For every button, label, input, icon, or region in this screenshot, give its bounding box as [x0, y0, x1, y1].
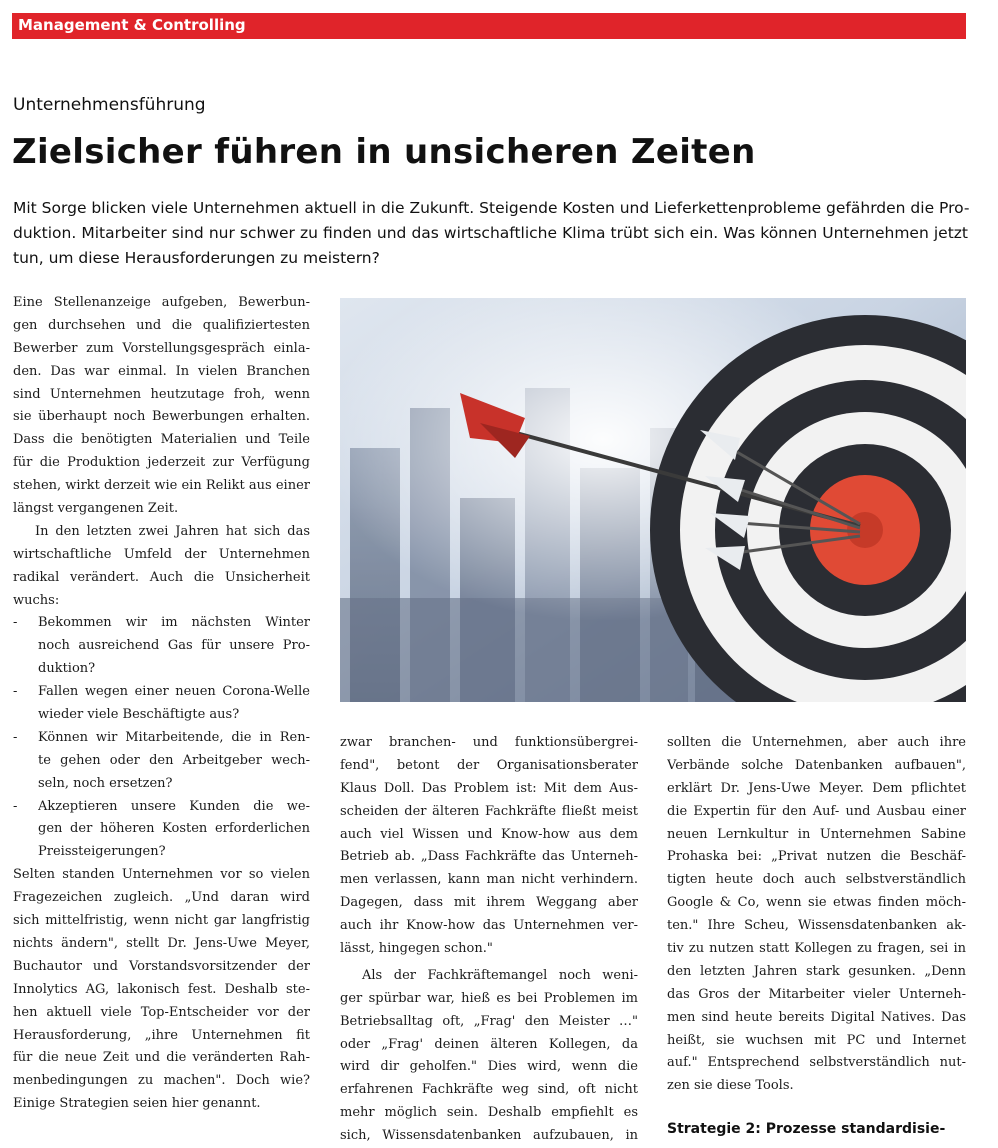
text-line: nichts ändern", stellt Dr. Jens-Uwe Meyer,: [13, 935, 310, 951]
text-line: Betrieb ab. „Dass Fachkräfte das Unterneh-: [340, 849, 638, 865]
text-line: ger spürbar war, hieß es bei Problemen im: [340, 990, 638, 1006]
paragraph: [13, 521, 310, 613]
text-line: für die Produktion jederzeit zur Verfügung: [13, 455, 310, 471]
text-line: wieder viele Beschäftigte aus?: [38, 707, 240, 723]
text-line: seln, noch ersetzen?: [38, 775, 173, 791]
text-line: längst vergangenen Zeit.: [13, 501, 179, 517]
text-line: Können wir Mitarbeitende, die in Ren-: [38, 729, 310, 745]
text-line: erklärt Dr. Jens-Uwe Meyer. Dem pflichtet: [667, 780, 966, 796]
paragraph: [340, 732, 638, 961]
bullet-item: [13, 681, 310, 727]
text-line: Selten standen Unternehmen vor so vielen: [13, 867, 310, 883]
text-line: wirtschaftliche Umfeld der Unternehmen: [13, 546, 310, 562]
text-line: sollten die Unternehmen, aber auch ihre: [667, 735, 966, 750]
text-line: fend", betont der Organisationsberater: [340, 757, 638, 773]
bullet-item: [13, 796, 310, 865]
text-line: ten." Ihre Scheu, Wissensdatenbanken ak-: [667, 918, 966, 934]
lead-line: Mit Sorge blicken viele Unternehmen aktuell in die Zukunft. Steigende Kosten und Lieferkettenprobleme gefährden die Pro-: [13, 199, 970, 217]
text-line: auch ihr Know-how das Unternehmen ver-: [340, 918, 638, 934]
banner-label: Management & Controlling: [18, 16, 246, 34]
text-line: In den letzten zwei Jahren hat sich das: [35, 523, 310, 539]
text-line: lässt, hingegen schon.": [340, 941, 493, 957]
text-line: Google & Co, wenn sie etwas finden möch-: [667, 895, 966, 911]
text-line: Innolytics AG, lakonisch fest. Deshalb ste-: [13, 981, 310, 997]
paragraph: [13, 864, 310, 1116]
text-line: Bekommen wir im nächsten Winter: [38, 615, 310, 631]
text-line: tigten heute doch auch selbstverständlich: [667, 872, 966, 888]
text-line: Einige Strategien seien hier genannt.: [13, 1096, 261, 1112]
text-line: noch ausreichend Gas für unsere Pro-: [38, 638, 310, 654]
text-line: zen sie diese Tools.: [667, 1078, 794, 1094]
subheading: Strategie 2: Prozesse standardisie-: [667, 1121, 946, 1138]
text-line: radikal verändert. Auch die Unsicherheit: [13, 569, 310, 585]
text-line: sich mittelfristig, wenn nicht gar langfristig: [13, 913, 310, 929]
article-lead: [13, 196, 968, 271]
text-line: Verbände solche Datenbanken aufbauen",: [667, 757, 966, 773]
text-line: die Expertin für den Auf- und Ausbau einer: [667, 803, 966, 819]
bullet-list: [13, 612, 310, 864]
bullet-item: [13, 612, 310, 681]
text-line: mehr möglich sein. Deshalb empfiehlt es: [340, 1105, 638, 1121]
text-line: den letzten Jahren stark gesunken. „Denn: [667, 963, 966, 979]
text-line: te gehen oder den Arbeitgeber wech-: [38, 752, 310, 768]
text-line: Klaus Doll. Das Problem ist: Mit dem Aus-: [340, 780, 638, 796]
bullet-item: [13, 727, 310, 796]
lead-line: tun, um diese Herausforderungen zu meistern?: [13, 249, 380, 267]
text-line: wird dir geholfen." Dies wird, wenn die: [340, 1059, 638, 1075]
paragraph: [667, 732, 966, 1098]
text-line: Dagegen, dass mit ihrem Weggang aber: [340, 895, 638, 911]
text-column-1: [13, 292, 310, 1116]
text-line: Als der Fachkräftemangel noch weni-: [362, 967, 638, 983]
text-line: sich, Wissensdatenbanken aufzubauen, in: [340, 1128, 638, 1144]
lead-line: duktion. Mitarbeiter sind nur schwer zu finden und das wirtschaftliche Klima trübt sich ein. Was können Unternehmen jetzt: [13, 224, 968, 242]
text-line: zwar branchen- und funktionsübergrei-: [340, 735, 638, 750]
bullet-dash: -: [13, 684, 18, 700]
text-column-2: [340, 732, 638, 1148]
text-line: heißt, sie wuchsen mit PC und Internet: [667, 1032, 966, 1048]
text-line: menbedingungen zu machen". Doch wie?: [13, 1073, 310, 1089]
text-line: sind Unternehmen heutzutage froh, wenn: [13, 386, 310, 402]
text-line: stehen, wirkt derzeit wie ein Relikt aus einer: [13, 478, 310, 494]
text-line: Eine Stellenanzeige aufgeben, Bewerbun-: [13, 295, 310, 310]
text-line: Prohaska bei: „Privat nutzen die Beschäf-: [667, 849, 966, 865]
text-line: men verlassen, kann man nicht verhindern.: [340, 872, 638, 888]
text-line: hen aktuell viele Top-Entscheider vor der: [13, 1004, 310, 1020]
text-line: auch viel Wissen und Know-how aus dem: [340, 826, 638, 842]
text-line: Dass die benötigten Materialien und Teile: [13, 432, 310, 448]
text-line: tiv zu nutzen statt Kollegen zu fragen, sei in: [667, 941, 966, 957]
text-line: das Gros der Mitarbeiter vieler Unterneh-: [667, 986, 966, 1002]
text-line: erfahrenen Fachkräfte weg sind, oft nicht: [340, 1082, 638, 1098]
section-banner: [12, 13, 966, 39]
text-line: scheiden der älteren Fachkräfte fließt meist: [340, 803, 638, 819]
text-line: Akzeptieren unsere Kunden die we-: [38, 798, 310, 814]
text-line: men sind heute bereits Digital Natives. Das: [667, 1009, 966, 1025]
bullet-dash: -: [13, 615, 18, 631]
text-line: duktion?: [38, 661, 96, 677]
text-line: neuen Lernkultur in Unternehmen Sabine: [667, 826, 966, 842]
text-line: Fragezeichen zugleich. „Und daran wird: [13, 890, 310, 906]
article-title: Zielsicher führen in unsicheren Zeiten: [12, 132, 756, 172]
paragraph: [340, 965, 638, 1148]
text-line: Preissteigerungen?: [38, 844, 166, 860]
article-photo-target-arrows: [340, 298, 966, 702]
text-line: sie überhaupt noch Bewerbungen erhalten.: [13, 409, 310, 425]
text-column-3: [667, 732, 966, 1141]
bullet-dash: -: [13, 729, 18, 745]
text-line: wuchs:: [13, 592, 60, 608]
text-line: den. Das war einmal. In vielen Branchen: [13, 363, 310, 379]
article-section: Unternehmensführung: [13, 95, 206, 115]
text-line: Fallen wegen einer neuen Corona-Welle: [38, 684, 310, 700]
text-line: gen durchsehen und die qualifiziertesten: [13, 317, 310, 333]
text-line: für die neue Zeit und die veränderten Rah-: [13, 1050, 310, 1066]
bullet-dash: -: [13, 798, 18, 814]
text-line: Buchautor und Vorstandsvorsitzender der: [13, 958, 310, 974]
text-line: oder „Frag' deinen älteren Kollegen, da: [340, 1036, 638, 1052]
text-line: auf." Entsprechend selbstverständlich nut-: [667, 1055, 966, 1071]
text-line: Herausforderung, „ihre Unternehmen fit: [13, 1027, 310, 1043]
paragraph: [13, 292, 310, 521]
text-line: Bewerber zum Vorstellungsgespräch einla-: [13, 340, 310, 356]
text-line: gen der höheren Kosten erforderlichen: [38, 821, 310, 837]
text-line: Betriebsalltag oft, „Frag' den Meister …": [340, 1013, 638, 1029]
